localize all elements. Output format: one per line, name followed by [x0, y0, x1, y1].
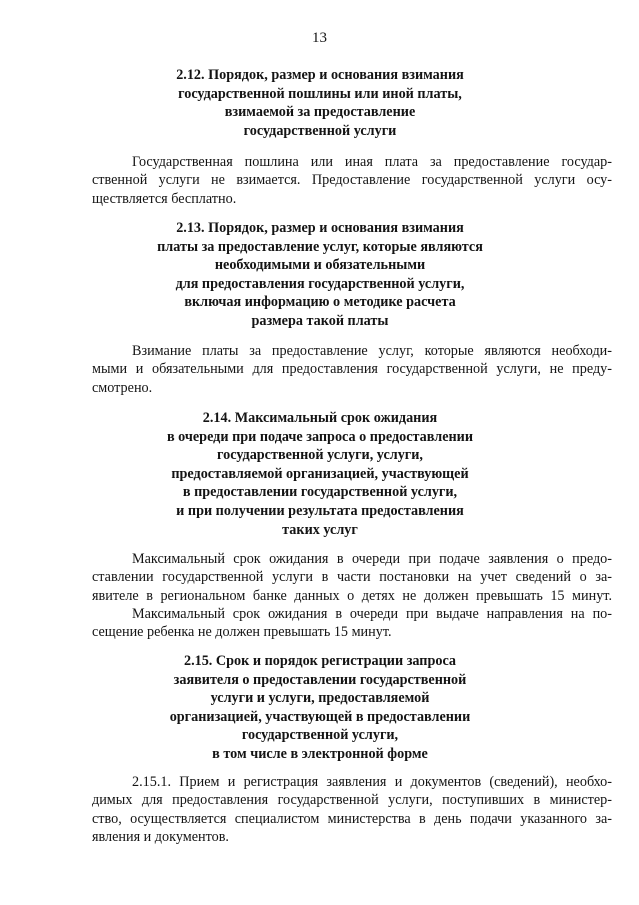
heading-line: предоставляемой организацией, участвующей: [171, 465, 469, 482]
paragraph-line: явителе в региональном банке данных о детях не должен превышать 15 минут.: [92, 587, 612, 604]
heading-line: 2.14. Максимальный срок ожидания: [202, 410, 438, 426]
paragraph-2-15-1: [92, 773, 612, 847]
paragraph-line: мыми и обязательными для предоставления государственной услуги, не преду-: [92, 361, 612, 378]
heading-line: для предоставления государственной услуги,: [175, 275, 465, 292]
heading-line: включая информацию о методике расчета: [184, 294, 456, 311]
paragraph-line: Максимальный срок ожидания в очереди при выдаче направления на по-: [132, 606, 612, 622]
heading-line: государственной услуги: [243, 122, 397, 139]
paragraph-line: Максимальный срок ожидания в очереди при подаче заявления о предо-: [132, 551, 612, 567]
heading-line: в очереди при подаче запроса о предоставлении: [166, 428, 474, 445]
paragraph-line: ставлении государственной услуги в части постановки на учет сведений о за-: [92, 569, 612, 586]
paragraph-line: 2.15.1. Прием и регистрация заявления и документов (сведений), необхо-: [132, 774, 612, 790]
paragraph-2-14-b: [92, 605, 612, 642]
paragraph-line: ство, осуществляется специалистом министерства в день подачи указанного за-: [92, 810, 612, 827]
heading-line: платы за предоставление услуг, которые являются: [157, 238, 483, 255]
heading-line: таких услуг: [282, 521, 358, 538]
page-number: 13: [312, 30, 327, 46]
heading-line: 2.15. Срок и порядок регистрации запроса: [183, 653, 457, 669]
heading-line: государственной услуги,: [241, 727, 399, 744]
heading-line: в предоставлении государственной услуги,: [182, 484, 458, 501]
section-heading-2-15: [25, 652, 615, 764]
heading-line: государственной услуги, услуги,: [217, 447, 423, 464]
section-heading-2-14: [25, 409, 615, 539]
heading-line: необходимыми и обязательными: [214, 257, 426, 274]
paragraph-line: смотрено.: [92, 379, 153, 396]
heading-line: в том числе в электронной форме: [212, 745, 428, 762]
heading-line: 2.12. Порядок, размер и основания взимания: [176, 67, 464, 83]
paragraph-line: ществляется бесплатно.: [92, 190, 237, 207]
heading-line: взимаемой за предоставление: [224, 104, 416, 121]
heading-line: 2.13. Порядок, размер и основания взимания: [176, 220, 464, 236]
paragraph-2-14-a: [92, 550, 612, 605]
paragraph-line: явления и документов.: [92, 829, 229, 846]
paragraph-line: ственной услуги не взимается. Предоставление государственной услуги осу-: [92, 172, 612, 189]
heading-line: организацией, участвующей в предоставлении: [169, 708, 471, 725]
heading-line: услуги и услуги, предоставляемой: [210, 690, 430, 707]
paragraph-2-13: [92, 342, 612, 397]
paragraph-line: Государственная пошлина или иная плата за предоставление государ-: [132, 154, 612, 170]
heading-line: государственной пошлины или иной платы,: [178, 85, 462, 102]
section-heading-2-12: [25, 66, 615, 140]
heading-line: заявителя о предоставлении государственной: [173, 671, 467, 688]
paragraph-line: сещение ребенка не должен превышать 15 минут.: [92, 624, 392, 641]
section-heading-2-13: [25, 219, 615, 331]
paragraph-line: Взимание платы за предоставление услуг, которые являются необходи-: [132, 343, 612, 359]
paragraph-2-12: [92, 153, 612, 208]
heading-line: и при получении результата предоставления: [176, 502, 464, 519]
heading-line: размера такой платы: [251, 312, 389, 329]
paragraph-line: димых для предоставления государственной услуги, поступивших в министер-: [92, 792, 612, 809]
